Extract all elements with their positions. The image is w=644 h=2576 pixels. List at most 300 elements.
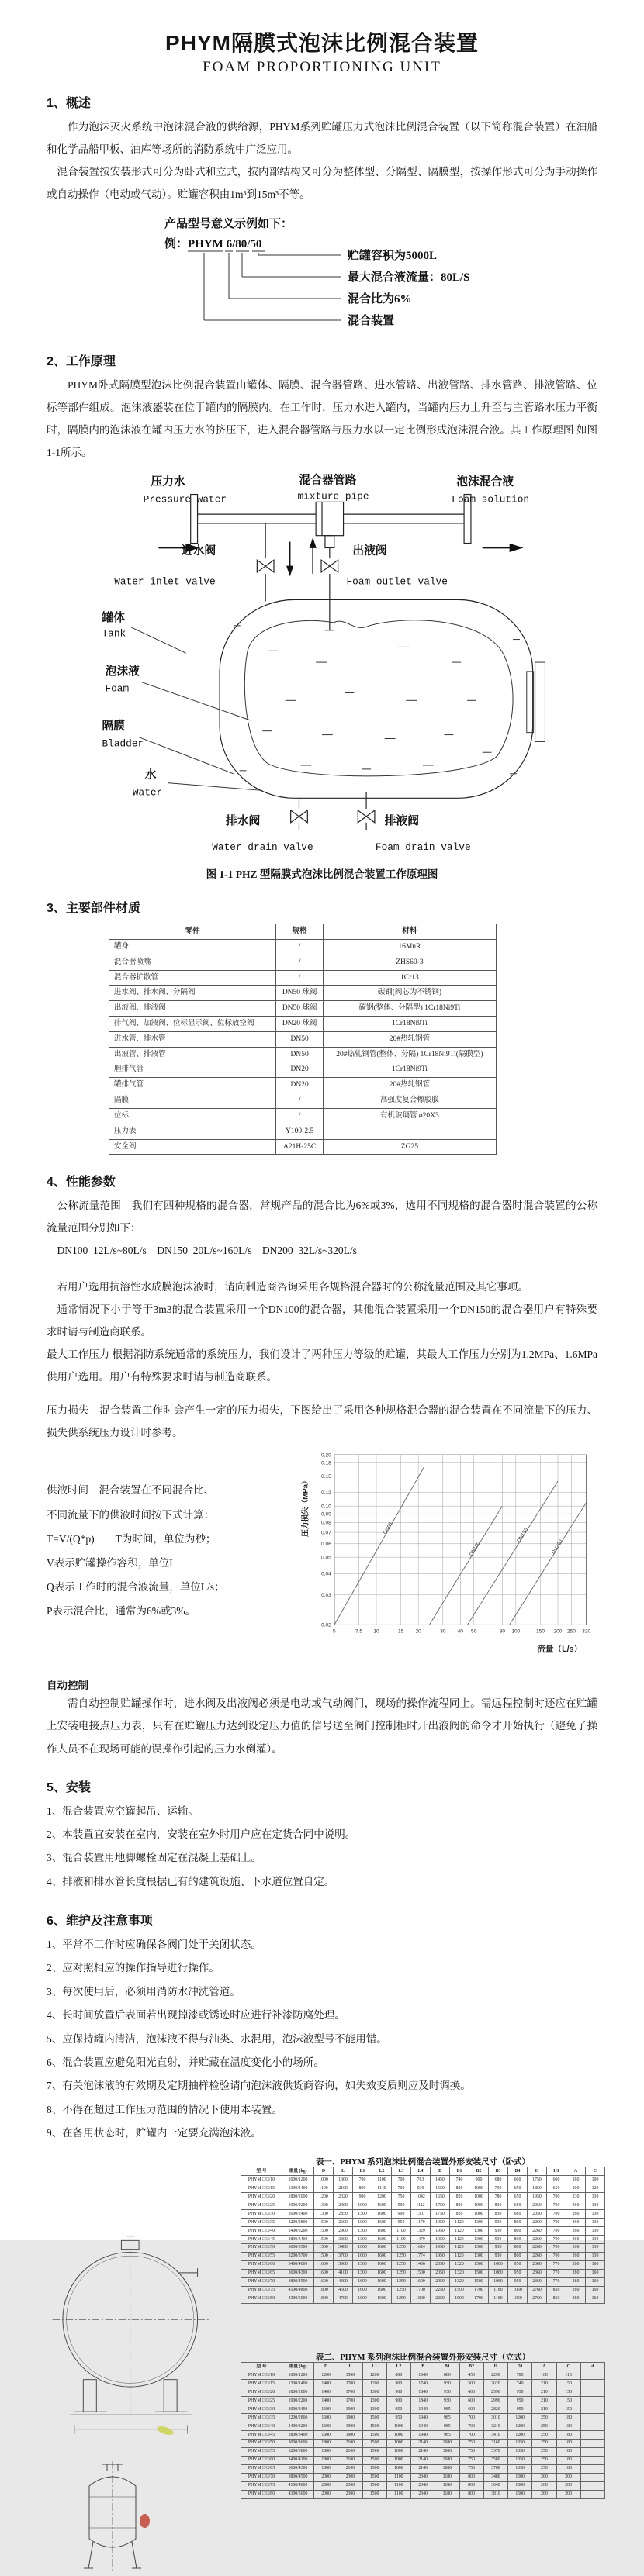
table-cell: 850 bbox=[547, 2286, 566, 2295]
table-cell: 2300 bbox=[338, 2490, 362, 2498]
table-row bbox=[241, 2227, 605, 2236]
table-cell: 930 bbox=[489, 2236, 508, 2244]
table-cell: / bbox=[276, 955, 323, 970]
table-cell: 250 bbox=[532, 2431, 556, 2440]
table-cell: 210 bbox=[532, 2388, 556, 2397]
table-cell: 1100 bbox=[392, 2236, 411, 2244]
table-cell: PHYM □/□/50 bbox=[241, 2439, 282, 2447]
table-cell: 2990 bbox=[483, 2397, 507, 2405]
table-row bbox=[241, 2201, 605, 2210]
table-cell: PHYM □/□/45 bbox=[241, 2236, 282, 2244]
table-row bbox=[241, 2447, 605, 2456]
table-row bbox=[241, 2456, 605, 2464]
table-cell: 2340 bbox=[411, 2473, 435, 2481]
table-cell: 1600 bbox=[411, 2277, 431, 2286]
table-cell: 2100 bbox=[334, 2184, 353, 2193]
series-label-DN150: DN150 bbox=[516, 1527, 530, 1544]
table-cell: 2140 bbox=[411, 2464, 435, 2473]
table-cell: 1600 bbox=[314, 2414, 338, 2422]
section-6-heading: 6、维护及注意事项 bbox=[47, 1915, 153, 1929]
table-cell: 1300/1400 bbox=[282, 2380, 314, 2388]
table-cell: 1950 bbox=[431, 2236, 450, 2244]
principle-paragraph: PHYM卧式隔膜型泡沫比例混合装置由罐体、隔膜、混合器管路、进水管路、出液管路、排水管路、排液管路、位标等部件组成。泡沫液盛装在位于罐内的隔膜内。在工作时，压力水进入罐内，当罐内压力上升至与主管路水压力平衡时，隔膜内的泡沫液在罐内压力水的挤压下，进入混合器管路与压力水以一定比例形成泡沫混合液。其工作原理图 如图1-1所示。 bbox=[47, 379, 597, 459]
table-cell: 1300 bbox=[362, 2397, 386, 2405]
table-cell: 650 bbox=[508, 2193, 528, 2201]
table-cell: 1400 bbox=[314, 2397, 338, 2405]
table-cell: 1500 bbox=[362, 2439, 386, 2447]
table-cell: 1500 bbox=[508, 2490, 532, 2498]
table-cell: 750 bbox=[459, 2447, 483, 2456]
table-cell: 1080 bbox=[489, 2269, 508, 2277]
table-cell: 1500 bbox=[508, 2473, 532, 2481]
table-cell: 4100 bbox=[334, 2269, 353, 2277]
table-cell: 1500 bbox=[362, 2456, 386, 2464]
table-cell: 1000 bbox=[353, 2201, 372, 2210]
table-cell: 950 bbox=[508, 2397, 532, 2405]
table-cell: 1300 bbox=[469, 2236, 489, 2244]
table-cell: 2340 bbox=[411, 2481, 435, 2490]
table-cell: 740 bbox=[450, 2176, 469, 2184]
y-tick-label: 0.12 bbox=[320, 1490, 331, 1497]
maintenance-list bbox=[47, 1933, 597, 2145]
table-cell: 2260 bbox=[528, 2252, 547, 2260]
table-cell: 1600 bbox=[314, 2422, 338, 2431]
foam-outlet-valve-label-en: Foam outlet valve bbox=[346, 575, 448, 588]
table-cell: 700 bbox=[547, 2236, 566, 2244]
table-cell: 1600 bbox=[372, 2295, 392, 2303]
table-cell: 1300 bbox=[353, 2269, 372, 2277]
table-cell: 1750 bbox=[431, 2201, 450, 2210]
table-row bbox=[109, 955, 497, 970]
table-cell bbox=[580, 2473, 604, 2481]
table-cell: 200 bbox=[556, 2490, 580, 2498]
table-cell: 1500 bbox=[362, 2490, 386, 2498]
working-principle-schematic bbox=[70, 471, 574, 861]
table-cell: PHYM □/□/55 bbox=[241, 2252, 282, 2260]
table-cell: 1750 bbox=[528, 2176, 547, 2184]
table-cell: 1500 bbox=[362, 2422, 386, 2431]
table-cell: 1300 bbox=[314, 2210, 334, 2219]
materials-table bbox=[109, 924, 497, 1155]
table-cell: 3400/4100 bbox=[282, 2456, 314, 2464]
table-cell: 4300/5000 bbox=[282, 2295, 314, 2303]
table-cell: 3640 bbox=[483, 2481, 507, 2490]
x-tick-label: 320 bbox=[582, 1629, 591, 1635]
table-cell: 1500 bbox=[469, 2260, 489, 2269]
table-row bbox=[241, 2286, 605, 2295]
table-cell: 1000 bbox=[386, 2447, 410, 2456]
pressure-loss-chart bbox=[298, 1447, 594, 1656]
table-cell: 2460 bbox=[334, 2201, 353, 2210]
column-header: L1 bbox=[353, 2167, 372, 2176]
table-cell: 1000 bbox=[353, 2219, 372, 2227]
table-cell: 1500 bbox=[314, 2243, 334, 2252]
table-cell: 1100 bbox=[386, 2473, 410, 2481]
table-cell: 1600 bbox=[372, 2236, 392, 2244]
table-cell: 200 bbox=[566, 2184, 586, 2193]
table-cell: PHYM □/□/10 bbox=[241, 2371, 282, 2380]
page-title: PHYM隔膜式泡沫比例混合装置 bbox=[165, 31, 479, 55]
table-cell: 罐排气管 bbox=[109, 1078, 276, 1093]
table-cell: 1840 bbox=[411, 2397, 435, 2405]
table-cell: 930 bbox=[489, 2227, 508, 2236]
water-label-en: Water bbox=[132, 786, 163, 799]
table-cell: 1500 bbox=[450, 2295, 469, 2303]
column-header: B1 bbox=[435, 2363, 459, 2371]
table-cell bbox=[580, 2422, 604, 2431]
column-header: 型 号 bbox=[241, 2167, 282, 2176]
table-cell: 900 bbox=[469, 2176, 489, 2184]
model-example-label: 例：PHYM 6/80/50 bbox=[164, 238, 262, 251]
table-cell: 600 bbox=[459, 2397, 483, 2405]
x-tick-label: 80 bbox=[499, 1629, 506, 1635]
table-cell: PHYM □/□/40 bbox=[241, 2227, 282, 2236]
section-1-heading: 1、概述 bbox=[47, 97, 91, 110]
table-cell: 160 bbox=[586, 2295, 605, 2303]
table1-title: 表一、PHYM 系列泡沫比例混合装置外形安装尺寸（卧式） bbox=[315, 2158, 531, 2167]
table-cell: 750 bbox=[459, 2464, 483, 2473]
foam-solution-label-cn: 泡沫混合液 bbox=[456, 475, 514, 489]
foam-drain-valve-label-cn: 排液阀 bbox=[384, 814, 419, 827]
table-cell: 1700 bbox=[469, 2295, 489, 2303]
table-row bbox=[241, 2388, 605, 2397]
table-cell: 1080 bbox=[435, 2464, 459, 2473]
table-cell: 1120 bbox=[450, 2252, 469, 2260]
table-cell: 1179 bbox=[411, 2219, 431, 2227]
y-axis-title: 压力损失（MPa） bbox=[301, 1476, 310, 1538]
table-cell: 3800/4500 bbox=[282, 2473, 314, 2481]
table-cell: 1300/1400 bbox=[282, 2184, 314, 2193]
table-cell: 1500 bbox=[314, 2252, 334, 2260]
table-cell: 1000 bbox=[469, 2201, 489, 2210]
table-cell bbox=[323, 1124, 496, 1139]
table-cell: 2800/3400 bbox=[282, 2431, 314, 2440]
table-cell: PHYM □/□/75 bbox=[241, 2481, 282, 2490]
table-cell: 1800/2000 bbox=[282, 2193, 314, 2201]
table-cell: 230 bbox=[566, 2193, 586, 2201]
table-cell: A21H-25C bbox=[276, 1139, 323, 1155]
table-cell: 820 bbox=[450, 2184, 469, 2193]
table-row bbox=[109, 1001, 497, 1017]
table-cell: PHYM □/□/55 bbox=[241, 2447, 282, 2456]
list-item: 3、每次使用后，必须用消防水冲洗管道。 bbox=[47, 1985, 241, 1998]
table-cell: 3400 bbox=[334, 2243, 353, 2252]
x-tick-label: 7.5 bbox=[355, 1629, 363, 1635]
table-row bbox=[241, 2414, 605, 2422]
model-callout-lines bbox=[204, 253, 341, 320]
table-cell bbox=[580, 2447, 604, 2456]
table-cell: 900 bbox=[386, 2397, 410, 2405]
table-cell: 1600 bbox=[353, 2286, 372, 2295]
table-row bbox=[241, 2439, 605, 2447]
table-cell: DN20 球阀 bbox=[276, 1017, 323, 1032]
column-header: 规格 bbox=[276, 924, 323, 940]
table-cell: PHYM □/□/65 bbox=[241, 2464, 282, 2473]
table-cell: 900 bbox=[353, 2193, 372, 2201]
series-line-DN150 bbox=[467, 1482, 557, 1625]
table-cell: 770 bbox=[547, 2260, 566, 2269]
table-cell: 1140 bbox=[372, 2184, 392, 2193]
table-cell: 280 bbox=[566, 2260, 586, 2269]
tank-label-cn: 罐体 bbox=[102, 612, 126, 625]
table-cell: 1000 bbox=[386, 2431, 410, 2440]
table-cell: 250 bbox=[532, 2414, 556, 2422]
installation-list bbox=[47, 1800, 597, 1894]
table-cell: 3200 bbox=[334, 2236, 353, 2244]
table-cell: 20#热轧钢管(整体、分隔) 1Cr18Ni9Ti(隔膜型) bbox=[323, 1047, 496, 1062]
table-cell: 1600 bbox=[372, 2210, 392, 2219]
table-cell: 2250 bbox=[431, 2286, 450, 2295]
table-cell: 3480 bbox=[483, 2473, 507, 2481]
table-cell: PHYM □/□/30 bbox=[241, 2405, 282, 2414]
table-cell: 1200 bbox=[362, 2380, 386, 2388]
table-cell: PHYM □/□/70 bbox=[241, 2277, 282, 2286]
table-cell: 1600 bbox=[372, 2227, 392, 2236]
column-header: B bbox=[411, 2363, 435, 2371]
table-cell: 1600 bbox=[372, 2252, 392, 2260]
table-cell: 180 bbox=[556, 2414, 580, 2422]
table-row bbox=[241, 2269, 605, 2277]
table-row bbox=[109, 1124, 497, 1139]
table-cell: 800 bbox=[508, 2227, 528, 2236]
table-row bbox=[241, 2422, 605, 2431]
table-row bbox=[241, 2184, 605, 2193]
table-row bbox=[241, 2371, 605, 2380]
table-row bbox=[241, 2176, 605, 2184]
list-item: 4、长时间放置后表面若出现掉漆或锈迹时应进行补漆防腐处理。 bbox=[47, 2009, 345, 2022]
table-cell: 1080 bbox=[435, 2439, 459, 2447]
table-cell: 1112 bbox=[411, 2201, 431, 2210]
chart-block bbox=[298, 1447, 597, 1656]
table-cell: 180 bbox=[556, 2447, 580, 2456]
table-cell: 1700 bbox=[469, 2286, 489, 2295]
table-cell: 1800 bbox=[314, 2439, 338, 2447]
table-cell: PHYM □/□/30 bbox=[241, 2210, 282, 2219]
section-5-heading: 5、安装 bbox=[47, 1780, 91, 1794]
table-cell: 700 bbox=[459, 2414, 483, 2422]
table-cell: 1500 bbox=[508, 2481, 532, 2490]
x-tick-label: 20 bbox=[415, 1629, 421, 1635]
water-drain-valve-label-cn: 排水阀 bbox=[225, 814, 261, 827]
table-cell: 730 bbox=[489, 2184, 508, 2193]
model-callout-ratio: 混合比为6% bbox=[348, 293, 412, 306]
column-header: 重量 (kg) bbox=[282, 2167, 314, 2176]
table-cell: 180 bbox=[566, 2176, 586, 2184]
table-cell: 2760 bbox=[528, 2295, 547, 2303]
table-row bbox=[241, 2219, 605, 2227]
table-cell: 950 bbox=[508, 2388, 532, 2397]
table-cell: 150 bbox=[556, 2397, 580, 2405]
table-row bbox=[109, 1093, 497, 1109]
table-cell: 1800/2000 bbox=[282, 2388, 314, 2397]
table-cell: 1080 bbox=[435, 2456, 459, 2464]
table-cell: 1000 bbox=[386, 2464, 410, 2473]
table-cell: 680 bbox=[508, 2210, 528, 2219]
table-row bbox=[241, 2380, 605, 2388]
table-cell: 1406 bbox=[411, 2260, 431, 2269]
table-cell: 260 bbox=[566, 2243, 586, 2252]
table-cell: 2100 bbox=[338, 2456, 362, 2464]
y-tick-label: 0.06 bbox=[320, 1542, 331, 1548]
table-cell: 700 bbox=[547, 2210, 566, 2219]
table-cell: 1080 bbox=[489, 2260, 508, 2269]
model-designation-diagram bbox=[78, 212, 559, 334]
table-cell: 1100 bbox=[386, 2481, 410, 2490]
foam-label-cn: 泡沫液 bbox=[105, 665, 140, 678]
column-header: 材料 bbox=[323, 924, 496, 940]
dn-flow-values: DN100 12L/s~80L/s DN150 20L/s~160L/s DN200 32L/s~320L/s bbox=[57, 1245, 357, 1257]
table-cell: 1000 bbox=[469, 2193, 489, 2201]
table-cell: 2360 bbox=[528, 2269, 547, 2277]
table-cell: 700 bbox=[459, 2422, 483, 2431]
x-tick-label: 100 bbox=[511, 1629, 521, 1635]
table-cell: 250 bbox=[532, 2464, 556, 2473]
list-item: 1、混合装置应空罐起吊、运输。 bbox=[47, 1804, 199, 1817]
table-cell: 混合器扩散管 bbox=[109, 970, 276, 986]
column-header: B4 bbox=[508, 2167, 528, 2176]
pressure-water-label-en: Pressure water bbox=[143, 493, 227, 506]
table-cell: 930 bbox=[489, 2219, 508, 2227]
flow-range-paragraph: 公称流量范围 我们有四种规格的混合器，常规产品的混合比为6%或3%，选用不同规格的混合器时混合装置的公称流量范围分别如下： bbox=[47, 1200, 597, 1234]
series-line-DN200 bbox=[510, 1503, 587, 1625]
table-cell: 260 bbox=[566, 2252, 586, 2260]
table-cell: 1100 bbox=[386, 2490, 410, 2498]
table-cell: 碳钢(整体、分隔型) 1Cr18Ni9Ti bbox=[323, 1001, 496, 1017]
table-cell: 2050 bbox=[431, 2269, 450, 2277]
model-callout-flow: 最大混合液流量：80L/S bbox=[348, 271, 470, 285]
table-cell: 1Cr18Ni9Ti bbox=[323, 1017, 496, 1032]
table-row bbox=[109, 1031, 497, 1047]
column-header: B2 bbox=[469, 2167, 489, 2176]
table-cell: 130 bbox=[586, 2210, 605, 2219]
table-cell: 700 bbox=[392, 2176, 411, 2184]
table-cell: 进水管、排水管 bbox=[109, 1031, 276, 1047]
table-cell: 出液管、排液管 bbox=[109, 1047, 276, 1062]
table-cell: 800 bbox=[459, 2473, 483, 2481]
table-cell: 1329 bbox=[411, 2227, 431, 2236]
table-cell: 180 bbox=[556, 2422, 580, 2431]
table-cell: PHYM □/□/25 bbox=[241, 2397, 282, 2405]
table-cell: 1300 bbox=[362, 2388, 386, 2397]
table-cell: 280 bbox=[566, 2286, 586, 2295]
table-cell: 210 bbox=[532, 2405, 556, 2414]
table-row bbox=[241, 2277, 605, 2286]
table-cell: 2360 bbox=[528, 2260, 547, 2269]
table-cell: 130 bbox=[586, 2252, 605, 2260]
table-cell: 1000 bbox=[386, 2456, 410, 2464]
table-row bbox=[241, 2243, 605, 2252]
table-cell: 3780 bbox=[483, 2464, 507, 2473]
table-cell: 1080 bbox=[435, 2447, 459, 2456]
table-cell: PHYM □/□/80 bbox=[241, 2295, 282, 2303]
table-cell: 950 bbox=[386, 2405, 410, 2414]
table-cell: 4500 bbox=[334, 2286, 353, 2295]
table-cell: 1000/1200 bbox=[282, 2371, 314, 2380]
table-cell: 770 bbox=[547, 2269, 566, 2277]
horizontal-tank-drawing bbox=[48, 2230, 231, 2443]
table-cell: 100 bbox=[586, 2176, 605, 2184]
table-cell: 150 bbox=[556, 2380, 580, 2388]
table-cell: 1600 bbox=[353, 2295, 372, 2303]
column-header: L3 bbox=[392, 2167, 411, 2176]
table-cell: 16MnR bbox=[323, 939, 496, 955]
column-header: C bbox=[556, 2363, 580, 2371]
table-cell: 950 bbox=[508, 2405, 532, 2414]
model-intro-label: 产品型号意义示例如下： bbox=[164, 218, 293, 231]
table-cell: 740 bbox=[508, 2380, 532, 2388]
table-cell: 120 bbox=[586, 2184, 605, 2193]
table-cell: 1800 bbox=[314, 2295, 334, 2303]
table-row bbox=[241, 2252, 605, 2260]
mixture-pipe-drawing bbox=[191, 495, 471, 548]
table-cell: 1600 bbox=[353, 2243, 372, 2252]
table-cell: 1700 bbox=[338, 2388, 362, 2397]
table-cell: 800 bbox=[459, 2481, 483, 2490]
table-cell: 700 bbox=[459, 2431, 483, 2440]
table-cell: 2800/3400 bbox=[282, 2236, 314, 2244]
table-cell: 1000 bbox=[469, 2184, 489, 2193]
list-item: 9、在备用状态时，贮罐内一定要充满泡沫液。 bbox=[47, 2127, 261, 2139]
table-cell: 2300 bbox=[338, 2473, 362, 2481]
table-cell: 750 bbox=[392, 2193, 411, 2201]
table-cell: 450 bbox=[459, 2371, 483, 2380]
table-cell: 4300/5000 bbox=[282, 2490, 314, 2498]
table-cell: 1350 bbox=[508, 2447, 532, 2456]
table-cell: 1300 bbox=[469, 2227, 489, 2236]
table-cell: 3410 bbox=[483, 2431, 507, 2440]
page-subtitle: FOAM PROPORTIONING UNIT bbox=[203, 59, 441, 75]
table-cell: 1950 bbox=[431, 2243, 450, 2252]
table-cell: 1180 bbox=[435, 2490, 459, 2498]
table-cell: 600 bbox=[508, 2176, 528, 2184]
table-cell: 1700 bbox=[338, 2397, 362, 2405]
table-cell: 1800 bbox=[314, 2286, 334, 2295]
table-cell: 20#热轧钢管 bbox=[323, 1031, 496, 1047]
table-cell: 3600/4300 bbox=[282, 2464, 314, 2473]
column-header: 零件 bbox=[109, 924, 276, 940]
table-cell: 210 bbox=[532, 2397, 556, 2405]
table-cell: 930 bbox=[435, 2388, 459, 2397]
table-cell: 700 bbox=[547, 2227, 566, 2236]
table-cell: Y100-2.5 bbox=[276, 1124, 323, 1139]
table-cell: 1320 bbox=[450, 2277, 469, 2286]
table-cell: ZHS60-3 bbox=[323, 955, 496, 970]
table-cell bbox=[580, 2414, 604, 2422]
overview-paragraph-2: 混合装置按安装形式可分为卧式和立式，按内部结构又可分为整体型、分隔型、隔膜型，按操作形式可分为手动操作或自动操作（电动或气动）。贮罐容积由1m³到15m³不等。 bbox=[47, 166, 597, 201]
table-cell: PHYM □/□/20 bbox=[241, 2388, 282, 2397]
dimension-tables-area bbox=[47, 2156, 597, 2553]
table-cell: 1640 bbox=[411, 2371, 435, 2380]
table-cell: 1600 bbox=[353, 2277, 372, 2286]
max-pressure-paragraph: 最大工作压力 根据消防系统通常的系统压力，我们设计了两种压力等级的贮罐，其最大工作压力分别为1.2MPa、1.6MPa供用户选用。用户有特殊要求时请与制造商联系。 bbox=[47, 1348, 597, 1383]
table-cell: PHYM □/□/15 bbox=[241, 2184, 282, 2193]
table-cell: 2400/3200 bbox=[282, 2422, 314, 2431]
table-row bbox=[241, 2405, 605, 2414]
table-cell: 1500 bbox=[411, 2269, 431, 2277]
table-cell bbox=[580, 2380, 604, 2388]
x-tick-label: 250 bbox=[566, 1629, 576, 1635]
table-cell: 排气阀、加液阀、位标显示阀、位标放空阀 bbox=[109, 1017, 276, 1032]
table-cell: PHYM □/□/25 bbox=[241, 2201, 282, 2210]
series-label-DN65: DN65 bbox=[383, 1521, 394, 1536]
table-cell: 2360 bbox=[528, 2277, 547, 2286]
column-header: B1 bbox=[450, 2167, 469, 2176]
table-cell: PHYM □/□/35 bbox=[241, 2414, 282, 2422]
table-cell: 950 bbox=[508, 2269, 528, 2277]
list-item: 不同流量下的供液时间按下式计算： bbox=[47, 1508, 214, 1521]
column-header: B3 bbox=[489, 2167, 508, 2176]
table-cell bbox=[580, 2397, 604, 2405]
